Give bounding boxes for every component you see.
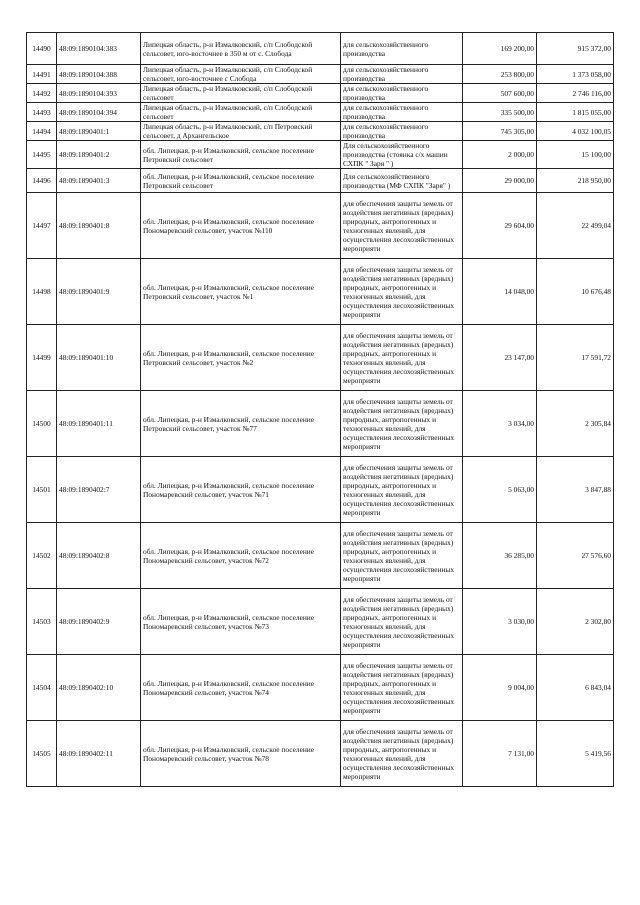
permitted-use: для обеспечения защиты земель от воздействия негативных (вредных) природных, антропогенных и техногенных явлений, для осуществления лесохозяйственных мероприяти: [341, 325, 463, 391]
cadastral-number: 48:09:1890104:383: [57, 33, 141, 65]
cadastral-cost: 1 815 055,00: [537, 103, 614, 122]
cadastral-number: 48:09:1890401:9: [57, 259, 141, 325]
address: обл. Липецкая, р-н Измалковский, сельское поселение Петровский сельсовет, участок №1: [141, 259, 341, 325]
area-value: 7 131,00: [463, 721, 537, 787]
permitted-use: для обеспечения защиты земель от воздействия негативных (вредных) природных, антропогенных и техногенных явлений, для осуществления лесохозяйственных мероприяти: [341, 721, 463, 787]
cadastral-cost: 2 746 116,00: [537, 84, 614, 103]
table-row: [27, 721, 614, 787]
address: Липецкая область, р-н Измалковский, с/п Слободской сельсовет, юго-восточнее в 350 м от с. Слобода: [141, 33, 341, 65]
permitted-use: для сельскохозяйственного производства: [341, 84, 463, 103]
permitted-use: для сельскохозяйственного производства: [341, 103, 463, 122]
address: Липецкая область, р-н Измалковский, с/п Петровский сельсовет, д Архангельское: [141, 122, 341, 141]
table-row: [27, 141, 614, 169]
permitted-use: для сельскохозяйственного производства: [341, 122, 463, 141]
cadastral-cost: 27 576,60: [537, 523, 614, 589]
cadastral-cost: 17 591,72: [537, 325, 614, 391]
row-number: 14505: [27, 721, 57, 787]
area-value: 335 500,00: [463, 103, 537, 122]
cadastral-cost: 2 305,84: [537, 391, 614, 457]
area-value: 36 285,00: [463, 523, 537, 589]
address: обл. Липецкая, р-н Измалковский, сельское поселение Пономаревский сельсовет, участок №78: [141, 721, 341, 787]
permitted-use: для обеспечения защиты земель от воздействия негативных (вредных) природных, антропогенных и техногенных явлений, для осуществления лесохозяйственных мероприяти: [341, 391, 463, 457]
row-number: 14490: [27, 33, 57, 65]
table-row: [27, 33, 614, 65]
cadastral-cost: 1 373 058,00: [537, 65, 614, 84]
cadastral-number: 48:09:1890104:393: [57, 84, 141, 103]
cadastral-number: 48:09:1890402:11: [57, 721, 141, 787]
table-row: [27, 457, 614, 523]
permitted-use: для сельскохозяйственного производства: [341, 65, 463, 84]
address: обл. Липецкая, р-н Измалковский, сельское поселение Пономаревский сельсовет, участок №110: [141, 193, 341, 259]
area-value: 23 147,00: [463, 325, 537, 391]
row-number: 14496: [27, 169, 57, 193]
permitted-use: для обеспечения защиты земель от воздействия негативных (вредных) природных, антропогенных и техногенных явлений, для осуществления лесохозяйственных мероприяти: [341, 655, 463, 721]
table-row: [27, 122, 614, 141]
area-value: 169 200,00: [463, 33, 537, 65]
table-row: [27, 523, 614, 589]
row-number: 14495: [27, 141, 57, 169]
cadastral-number: 48:09:1890401:8: [57, 193, 141, 259]
address: обл. Липецкая, р-н Измалковский, сельское поселение Петровский сельсовет: [141, 169, 341, 193]
row-number: 14499: [27, 325, 57, 391]
cadastral-cost: 10 676,48: [537, 259, 614, 325]
area-value: 9 004,00: [463, 655, 537, 721]
cadastral-cost: 22 499,04: [537, 193, 614, 259]
permitted-use: Для сельскохозяйственного производства (стоянка с/х машин СХПК " Заря " ): [341, 141, 463, 169]
row-number: 14502: [27, 523, 57, 589]
cadastral-cost: 915 372,00: [537, 33, 614, 65]
table-row: [27, 325, 614, 391]
address: обл. Липецкая, р-н Измалковский, сельское поселение Петровский сельсовет, участок №77: [141, 391, 341, 457]
table-row: [27, 103, 614, 122]
table-row: [27, 65, 614, 84]
row-number: 14494: [27, 122, 57, 141]
permitted-use: для обеспечения защиты земель от воздействия негативных (вредных) природных, антропогенных и техногенных явлений, для осуществления лесохозяйственных мероприяти: [341, 193, 463, 259]
permitted-use: для обеспечения защиты земель от воздействия негативных (вредных) природных, антропогенных и техногенных явлений, для осуществления лесохозяйственных мероприяти: [341, 523, 463, 589]
cadastral-cost: 218 950,00: [537, 169, 614, 193]
cadastral-number: 48:09:1890402:8: [57, 523, 141, 589]
cadastral-cost: 4 032 100,05: [537, 122, 614, 141]
area-value: 2 000,00: [463, 141, 537, 169]
row-number: 14501: [27, 457, 57, 523]
row-number: 14504: [27, 655, 57, 721]
cadastral-cost: 3 847,88: [537, 457, 614, 523]
row-number: 14503: [27, 589, 57, 655]
cadastral-number: 48:09:1890402:9: [57, 589, 141, 655]
cadastral-number: 48:09:1890401:10: [57, 325, 141, 391]
permitted-use: для обеспечения защиты земель от воздействия негативных (вредных) природных, антропогенных и техногенных явлений, для осуществления лесохозяйственных мероприяти: [341, 589, 463, 655]
row-number: 14500: [27, 391, 57, 457]
table-row: [27, 84, 614, 103]
area-value: 507 600,00: [463, 84, 537, 103]
row-number: 14493: [27, 103, 57, 122]
cadastral-number: 48:09:1890401:1: [57, 122, 141, 141]
address: Липецкая область, р-н Измалковский, с/п Слободской сельсовет: [141, 84, 341, 103]
cadastral-number: 48:09:1890401:3: [57, 169, 141, 193]
permitted-use: Для сельскохозяйственного производства (МФ СХПК "Заря" ): [341, 169, 463, 193]
area-value: 29 000,00: [463, 169, 537, 193]
table-row: [27, 655, 614, 721]
cadastral-number: 48:09:1890401:2: [57, 141, 141, 169]
cadastral-number: 48:09:1890402:7: [57, 457, 141, 523]
cadastral-cost: 15 100,00: [537, 141, 614, 169]
cadastral-number: 48:09:1890104:388: [57, 65, 141, 84]
cadastral-cost: 2 302,80: [537, 589, 614, 655]
area-value: 3 034,00: [463, 391, 537, 457]
address: обл. Липецкая, р-н Измалковский, сельское поселение Пономаревский сельсовет, участок №72: [141, 523, 341, 589]
area-value: 5 063,00: [463, 457, 537, 523]
address: обл. Липецкая, р-н Измалковский, сельское поселение Пономаревский сельсовет, участок №73: [141, 589, 341, 655]
area-value: 3 030,00: [463, 589, 537, 655]
row-number: 14491: [27, 65, 57, 84]
address: Липецкая область, р-н Измалковский, с/п Слободской сельсовет: [141, 103, 341, 122]
row-number: 14497: [27, 193, 57, 259]
table-row: [27, 259, 614, 325]
permitted-use: для обеспечения защиты земель от воздействия негативных (вредных) природных, антропогенных и техногенных явлений, для осуществления лесохозяйственных мероприяти: [341, 259, 463, 325]
address: Липецкая область, р-н Измалковский, с/п Слободской сельсовет, юго-восточнее с Слобода: [141, 65, 341, 84]
table-row: [27, 589, 614, 655]
address: обл. Липецкая, р-н Измалковский, сельское поселение Пономаревский сельсовет, участок №74: [141, 655, 341, 721]
cadastral-cost: 5 419,56: [537, 721, 614, 787]
cadastral-cost: 6 843,04: [537, 655, 614, 721]
address: обл. Липецкая, р-н Измалковский, сельское поселение Петровский сельсовет: [141, 141, 341, 169]
address: обл. Липецкая, р-н Измалковский, сельское поселение Петровский сельсовет, участок №2: [141, 325, 341, 391]
permitted-use: для сельскохозяйственного производства: [341, 33, 463, 65]
address: обл. Липецкая, р-н Измалковский, сельское поселение Пономаревский сельсовет, участок №71: [141, 457, 341, 523]
area-value: 253 800,00: [463, 65, 537, 84]
cadastral-number: 48:09:1890401:11: [57, 391, 141, 457]
table-row: [27, 391, 614, 457]
row-number: 14492: [27, 84, 57, 103]
cadastral-number: 48:09:1890402:10: [57, 655, 141, 721]
land-register-table: [26, 32, 614, 787]
permitted-use: для обеспечения защиты земель от воздействия негативных (вредных) природных, антропогенных и техногенных явлений, для осуществления лесохозяйственных мероприяти: [341, 457, 463, 523]
table-body: [27, 33, 614, 787]
cadastral-number: 48:09:1890104:394: [57, 103, 141, 122]
area-value: 14 048,00: [463, 259, 537, 325]
row-number: 14498: [27, 259, 57, 325]
area-value: 745 305,00: [463, 122, 537, 141]
table-row: [27, 169, 614, 193]
table-row: [27, 193, 614, 259]
area-value: 29 604,00: [463, 193, 537, 259]
